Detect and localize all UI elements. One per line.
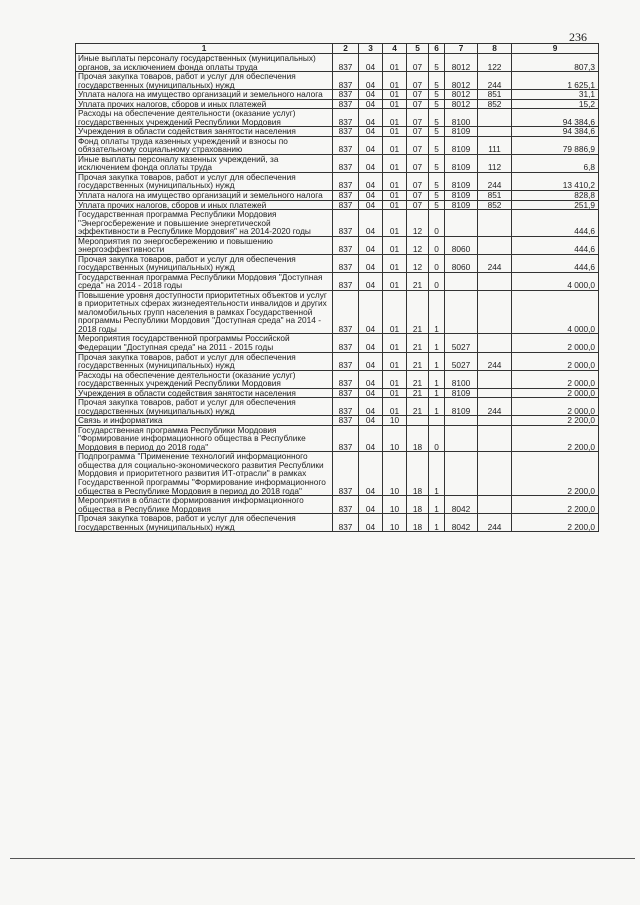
subprogram-code-cell: 5 <box>429 99 445 109</box>
subprogram-code-cell <box>429 416 445 426</box>
section-code-cell: 04 <box>359 190 383 200</box>
table-row <box>76 99 599 109</box>
program-code-cell: 21 <box>407 370 429 388</box>
section-code-cell: 04 <box>359 210 383 237</box>
amount-cell: 4 000,0 <box>512 272 599 290</box>
table-row <box>76 136 599 154</box>
ministry-code-cell: 837 <box>333 154 359 172</box>
expense-type-code-cell: 244 <box>478 352 512 370</box>
amount-cell: 4 000,0 <box>512 290 599 334</box>
table-row <box>76 172 599 190</box>
table-row <box>76 190 599 200</box>
subprogram-code-cell: 1 <box>429 334 445 352</box>
subsection-code-cell: 01 <box>383 334 407 352</box>
table-row <box>76 496 599 514</box>
amount-cell: 1 625,1 <box>512 72 599 90</box>
row-name-cell: Подпрограмма "Применение технологий информационного общества для социально-экономического развития Республики Мордовия и приоритетного развития ИТ-отрасли" в рамках Государственной программы "Формирование информационного общества в Республике Мордовия в период до 2018 года" <box>76 452 333 496</box>
expense-type-code-cell <box>478 496 512 514</box>
section-code-cell: 04 <box>359 496 383 514</box>
expense-type-code-cell <box>478 109 512 127</box>
target-item-code-cell <box>445 272 478 290</box>
subprogram-code-cell: 1 <box>429 290 445 334</box>
program-code-cell: 12 <box>407 254 429 272</box>
target-item-code-cell: 8100 <box>445 370 478 388</box>
table-row <box>76 290 599 334</box>
row-name-cell: Учреждения в области содействия занятости населения <box>76 388 333 398</box>
ministry-code-cell: 837 <box>333 127 359 137</box>
row-name-cell: Уплата прочих налогов, сборов и иных платежей <box>76 200 333 210</box>
amount-cell: 2 000,0 <box>512 388 599 398</box>
amount-cell: 79 886,9 <box>512 136 599 154</box>
program-code-cell: 18 <box>407 425 429 452</box>
ministry-code-cell: 837 <box>333 99 359 109</box>
expense-type-code-cell: 122 <box>478 54 512 72</box>
section-code-cell: 04 <box>359 452 383 496</box>
target-item-code-cell <box>445 425 478 452</box>
expense-type-code-cell: 244 <box>478 254 512 272</box>
subprogram-code-cell: 1 <box>429 370 445 388</box>
target-item-code-cell: 8012 <box>445 54 478 72</box>
target-item-code-cell: 8109 <box>445 127 478 137</box>
subprogram-code-cell: 5 <box>429 190 445 200</box>
page-number: 236 <box>569 30 587 44</box>
subsection-code-cell: 01 <box>383 200 407 210</box>
table-row <box>76 416 599 426</box>
row-name-cell: Прочая закупка товаров, работ и услуг для обеспечения государственных (муниципальных) нужд <box>76 514 333 532</box>
target-item-code-cell: 8100 <box>445 109 478 127</box>
program-code-cell: 18 <box>407 496 429 514</box>
section-code-cell: 04 <box>359 136 383 154</box>
amount-cell: 2 200,0 <box>512 496 599 514</box>
table-row <box>76 398 599 416</box>
expense-type-code-cell: 851 <box>478 190 512 200</box>
ministry-code-cell: 837 <box>333 200 359 210</box>
subsection-code-cell: 01 <box>383 352 407 370</box>
row-name-cell: Уплата налога на имущество организаций и земельного налога <box>76 190 333 200</box>
table-row <box>76 90 599 100</box>
ministry-code-cell: 837 <box>333 290 359 334</box>
subsection-code-cell: 10 <box>383 514 407 532</box>
ministry-code-cell: 837 <box>333 210 359 237</box>
amount-cell: 807,3 <box>512 54 599 72</box>
row-name-cell: Мероприятия государственной программы Российской Федерации "Доступная среда" на 2011 - 2015 годы <box>76 334 333 352</box>
ministry-code-cell: 837 <box>333 416 359 426</box>
table-row <box>76 109 599 127</box>
program-code-cell: 07 <box>407 99 429 109</box>
program-code-cell: 07 <box>407 127 429 137</box>
subsection-code-cell: 01 <box>383 54 407 72</box>
target-item-code-cell: 8109 <box>445 200 478 210</box>
table-body <box>76 54 599 532</box>
amount-cell: 15,2 <box>512 99 599 109</box>
table-row <box>76 352 599 370</box>
table-row <box>76 334 599 352</box>
expense-type-code-cell <box>478 272 512 290</box>
target-item-code-cell: 5027 <box>445 334 478 352</box>
row-name-cell: Государственная программа Республики Мордовия "Энергосбережение и повышение энергетической эффективности в Республике Мордовия" на 2014-2020 годы <box>76 210 333 237</box>
subprogram-code-cell: 1 <box>429 352 445 370</box>
page-bottom-divider <box>10 858 635 859</box>
expense-type-code-cell: 111 <box>478 136 512 154</box>
target-item-code-cell: 8060 <box>445 254 478 272</box>
amount-cell: 2 000,0 <box>512 370 599 388</box>
program-code-cell: 12 <box>407 236 429 254</box>
subsection-code-cell: 01 <box>383 210 407 237</box>
subsection-code-cell: 01 <box>383 190 407 200</box>
subsection-code-cell: 01 <box>383 236 407 254</box>
target-item-code-cell <box>445 452 478 496</box>
ministry-code-cell: 837 <box>333 254 359 272</box>
program-code-cell: 18 <box>407 514 429 532</box>
subsection-code-cell: 01 <box>383 109 407 127</box>
subsection-code-cell: 10 <box>383 416 407 426</box>
subprogram-code-cell: 0 <box>429 425 445 452</box>
target-item-code-cell: 8109 <box>445 136 478 154</box>
section-code-cell: 04 <box>359 109 383 127</box>
subsection-code-cell: 01 <box>383 272 407 290</box>
program-code-cell: 07 <box>407 109 429 127</box>
expense-type-code-cell <box>478 452 512 496</box>
table-row <box>76 127 599 137</box>
amount-cell: 828,8 <box>512 190 599 200</box>
target-item-code-cell: 5027 <box>445 352 478 370</box>
section-code-cell: 04 <box>359 90 383 100</box>
subsection-code-cell: 01 <box>383 290 407 334</box>
amount-cell: 2 200,0 <box>512 425 599 452</box>
row-name-cell: Фонд оплаты труда казенных учреждений и взносы по обязательному социальному страхованию <box>76 136 333 154</box>
subsection-code-cell: 01 <box>383 172 407 190</box>
subprogram-code-cell: 5 <box>429 127 445 137</box>
amount-cell: 444,6 <box>512 254 599 272</box>
row-name-cell: Уплата прочих налогов, сборов и иных платежей <box>76 99 333 109</box>
target-item-code-cell: 8012 <box>445 72 478 90</box>
section-code-cell: 04 <box>359 388 383 398</box>
subprogram-code-cell: 5 <box>429 72 445 90</box>
table-row <box>76 254 599 272</box>
program-code-cell: 07 <box>407 190 429 200</box>
amount-cell: 2 000,0 <box>512 398 599 416</box>
amount-cell: 2 000,0 <box>512 352 599 370</box>
ministry-code-cell: 837 <box>333 496 359 514</box>
subprogram-code-cell: 1 <box>429 398 445 416</box>
table-row <box>76 452 599 496</box>
expense-type-code-cell: 851 <box>478 90 512 100</box>
column-header-1: 1 <box>76 44 333 54</box>
subprogram-code-cell: 5 <box>429 154 445 172</box>
subprogram-code-cell: 1 <box>429 452 445 496</box>
section-code-cell: 04 <box>359 127 383 137</box>
subsection-code-cell: 01 <box>383 254 407 272</box>
row-name-cell: Прочая закупка товаров, работ и услуг для обеспечения государственных (муниципальных) нужд <box>76 72 333 90</box>
ministry-code-cell: 837 <box>333 236 359 254</box>
section-code-cell: 04 <box>359 416 383 426</box>
target-item-code-cell: 8109 <box>445 388 478 398</box>
program-code-cell <box>407 416 429 426</box>
expense-type-code-cell: 244 <box>478 72 512 90</box>
section-code-cell: 04 <box>359 398 383 416</box>
expense-type-code-cell: 244 <box>478 172 512 190</box>
program-code-cell: 07 <box>407 200 429 210</box>
expense-type-code-cell <box>478 334 512 352</box>
row-name-cell: Прочая закупка товаров, работ и услуг для обеспечения государственных (муниципальных) нужд <box>76 254 333 272</box>
section-code-cell: 04 <box>359 172 383 190</box>
section-code-cell: 04 <box>359 514 383 532</box>
program-code-cell: 07 <box>407 72 429 90</box>
program-code-cell: 21 <box>407 388 429 398</box>
program-code-cell: 07 <box>407 136 429 154</box>
program-code-cell: 21 <box>407 334 429 352</box>
table-row <box>76 272 599 290</box>
subprogram-code-cell: 0 <box>429 254 445 272</box>
amount-cell: 31,1 <box>512 90 599 100</box>
target-item-code-cell: 8109 <box>445 172 478 190</box>
ministry-code-cell: 837 <box>333 334 359 352</box>
subsection-code-cell: 01 <box>383 90 407 100</box>
expense-type-code-cell: 852 <box>478 200 512 210</box>
expense-type-code-cell: 852 <box>478 99 512 109</box>
ministry-code-cell: 837 <box>333 54 359 72</box>
subsection-code-cell: 10 <box>383 425 407 452</box>
subprogram-code-cell: 1 <box>429 514 445 532</box>
table-row <box>76 54 599 72</box>
column-header-3: 3 <box>359 44 383 54</box>
ministry-code-cell: 837 <box>333 370 359 388</box>
ministry-code-cell: 837 <box>333 136 359 154</box>
row-name-cell: Мероприятия в области формирования информационного общества в Республике Мордовия <box>76 496 333 514</box>
target-item-code-cell: 8042 <box>445 514 478 532</box>
column-header-2: 2 <box>333 44 359 54</box>
table-row <box>76 514 599 532</box>
table-row <box>76 370 599 388</box>
row-name-cell: Прочая закупка товаров, работ и услуг для обеспечения государственных (муниципальных) нужд <box>76 352 333 370</box>
ministry-code-cell: 837 <box>333 72 359 90</box>
amount-cell: 444,6 <box>512 236 599 254</box>
section-code-cell: 04 <box>359 99 383 109</box>
target-item-code-cell <box>445 290 478 334</box>
row-name-cell: Уплата налога на имущество организаций и земельного налога <box>76 90 333 100</box>
expense-type-code-cell: 244 <box>478 514 512 532</box>
ministry-code-cell: 837 <box>333 398 359 416</box>
column-header-4: 4 <box>383 44 407 54</box>
expense-type-code-cell <box>478 127 512 137</box>
amount-cell: 2 000,0 <box>512 334 599 352</box>
subsection-code-cell: 01 <box>383 370 407 388</box>
amount-cell: 13 410,2 <box>512 172 599 190</box>
table-row <box>76 72 599 90</box>
subprogram-code-cell: 5 <box>429 109 445 127</box>
subsection-code-cell: 01 <box>383 72 407 90</box>
subprogram-code-cell: 5 <box>429 54 445 72</box>
budget-table <box>75 43 599 532</box>
amount-cell: 251,9 <box>512 200 599 210</box>
row-name-cell: Государственная программа Республики Мордовия "Формирование информационного общества в Республике Мордовия в период до 2018 года" <box>76 425 333 452</box>
subsection-code-cell: 01 <box>383 398 407 416</box>
section-code-cell: 04 <box>359 352 383 370</box>
amount-cell: 444,6 <box>512 210 599 237</box>
section-code-cell: 04 <box>359 200 383 210</box>
column-header-9: 9 <box>512 44 599 54</box>
ministry-code-cell: 837 <box>333 172 359 190</box>
subprogram-code-cell: 0 <box>429 272 445 290</box>
section-code-cell: 04 <box>359 54 383 72</box>
program-code-cell: 12 <box>407 210 429 237</box>
subsection-code-cell: 01 <box>383 388 407 398</box>
row-name-cell: Государственная программа Республики Мордовия "Доступная среда" на 2014 - 2018 годы <box>76 272 333 290</box>
subprogram-code-cell: 1 <box>429 496 445 514</box>
ministry-code-cell: 837 <box>333 452 359 496</box>
section-code-cell: 04 <box>359 425 383 452</box>
program-code-cell: 07 <box>407 54 429 72</box>
ministry-code-cell: 837 <box>333 109 359 127</box>
row-name-cell: Прочая закупка товаров, работ и услуг для обеспечения государственных (муниципальных) нужд <box>76 172 333 190</box>
target-item-code-cell: 8012 <box>445 99 478 109</box>
program-code-cell: 21 <box>407 398 429 416</box>
row-name-cell: Повышение уровня доступности приоритетных объектов и услуг в приоритетных сферах жизнедеятельности инвалидов и других маломобильных групп населения в рамках Государственной программы Республики Мордовия "Доступная среда" на 2014 - 2018 годы <box>76 290 333 334</box>
expense-type-code-cell <box>478 210 512 237</box>
row-name-cell: Иные выплаты персоналу государственных (муниципальных) органов, за исключением фонда оплаты труда <box>76 54 333 72</box>
target-item-code-cell: 8109 <box>445 154 478 172</box>
row-name-cell: Расходы на обеспечение деятельности (оказание услуг) государственных учреждений Республики Мордовия <box>76 370 333 388</box>
section-code-cell: 04 <box>359 154 383 172</box>
expense-type-code-cell <box>478 290 512 334</box>
subsection-code-cell: 01 <box>383 136 407 154</box>
subsection-code-cell: 01 <box>383 127 407 137</box>
column-header-7: 7 <box>445 44 478 54</box>
expense-type-code-cell <box>478 416 512 426</box>
ministry-code-cell: 837 <box>333 425 359 452</box>
section-code-cell: 04 <box>359 272 383 290</box>
row-name-cell: Прочая закупка товаров, работ и услуг для обеспечения государственных (муниципальных) нужд <box>76 398 333 416</box>
section-code-cell: 04 <box>359 236 383 254</box>
target-item-code-cell <box>445 210 478 237</box>
program-code-cell: 07 <box>407 172 429 190</box>
row-name-cell: Расходы на обеспечение деятельности (оказание услуг) государственных учреждений Республики Мордовия <box>76 109 333 127</box>
table-row <box>76 425 599 452</box>
expense-type-code-cell <box>478 236 512 254</box>
ministry-code-cell: 837 <box>333 272 359 290</box>
program-code-cell: 21 <box>407 352 429 370</box>
column-header-6: 6 <box>429 44 445 54</box>
expense-type-code-cell <box>478 425 512 452</box>
row-name-cell: Учреждения в области содействия занятости населения <box>76 127 333 137</box>
ministry-code-cell: 837 <box>333 352 359 370</box>
target-item-code-cell <box>445 416 478 426</box>
amount-cell: 2 200,0 <box>512 514 599 532</box>
amount-cell: 6,8 <box>512 154 599 172</box>
row-name-cell: Мероприятия по энергосбережению и повышению энергоэффективности <box>76 236 333 254</box>
column-header-8: 8 <box>478 44 512 54</box>
subsection-code-cell: 10 <box>383 452 407 496</box>
program-code-cell: 21 <box>407 290 429 334</box>
subprogram-code-cell: 1 <box>429 388 445 398</box>
target-item-code-cell: 8109 <box>445 398 478 416</box>
section-code-cell: 04 <box>359 290 383 334</box>
row-name-cell: Иные выплаты персоналу казенных учреждений, за исключением фонда оплаты труда <box>76 154 333 172</box>
target-item-code-cell: 8012 <box>445 90 478 100</box>
amount-cell: 94 384,6 <box>512 127 599 137</box>
table-row <box>76 236 599 254</box>
target-item-code-cell: 8109 <box>445 190 478 200</box>
subprogram-code-cell: 5 <box>429 136 445 154</box>
section-code-cell: 04 <box>359 370 383 388</box>
program-code-cell: 18 <box>407 452 429 496</box>
row-name-cell: Связь и информатика <box>76 416 333 426</box>
target-item-code-cell: 8042 <box>445 496 478 514</box>
table-row <box>76 210 599 237</box>
ministry-code-cell: 837 <box>333 514 359 532</box>
expense-type-code-cell: 112 <box>478 154 512 172</box>
subprogram-code-cell: 0 <box>429 210 445 237</box>
subprogram-code-cell: 5 <box>429 90 445 100</box>
subprogram-code-cell: 5 <box>429 172 445 190</box>
ministry-code-cell: 837 <box>333 388 359 398</box>
amount-cell: 94 384,6 <box>512 109 599 127</box>
subsection-code-cell: 01 <box>383 99 407 109</box>
section-code-cell: 04 <box>359 254 383 272</box>
subprogram-code-cell: 0 <box>429 236 445 254</box>
ministry-code-cell: 837 <box>333 90 359 100</box>
target-item-code-cell: 8060 <box>445 236 478 254</box>
subsection-code-cell: 10 <box>383 496 407 514</box>
table-row <box>76 388 599 398</box>
section-code-cell: 04 <box>359 334 383 352</box>
section-code-cell: 04 <box>359 72 383 90</box>
program-code-cell: 21 <box>407 272 429 290</box>
program-code-cell: 07 <box>407 90 429 100</box>
amount-cell: 2 200,0 <box>512 452 599 496</box>
amount-cell: 2 200,0 <box>512 416 599 426</box>
header-row <box>76 44 599 54</box>
ministry-code-cell: 837 <box>333 190 359 200</box>
expense-type-code-cell <box>478 388 512 398</box>
table-row <box>76 200 599 210</box>
expense-type-code-cell: 244 <box>478 398 512 416</box>
program-code-cell: 07 <box>407 154 429 172</box>
expense-type-code-cell <box>478 370 512 388</box>
table-row <box>76 154 599 172</box>
subprogram-code-cell: 5 <box>429 200 445 210</box>
subsection-code-cell: 01 <box>383 154 407 172</box>
column-header-5: 5 <box>407 44 429 54</box>
